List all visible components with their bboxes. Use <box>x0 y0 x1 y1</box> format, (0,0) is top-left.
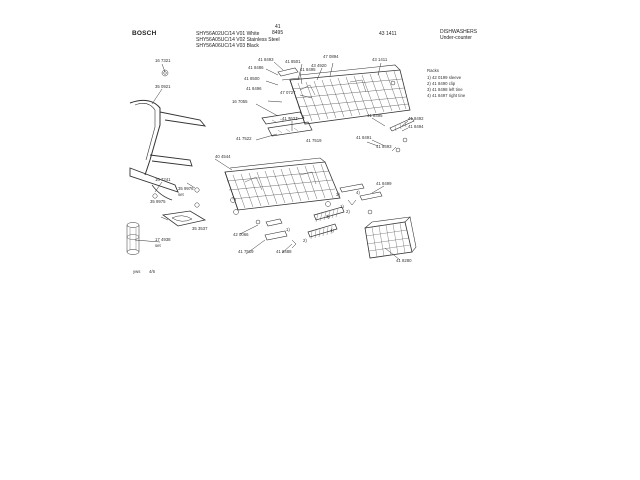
part-label: 40 4544 <box>215 154 231 159</box>
part-label: 41 8491 <box>356 135 372 140</box>
svg-text:4): 4) <box>330 228 334 233</box>
part-label: 41 8492 <box>408 116 424 121</box>
part-label: 41 8488 <box>276 249 292 254</box>
part-label: 42 0066 <box>233 232 249 237</box>
part-label: 47 0727 <box>280 90 296 95</box>
document-number: 43 1411 <box>379 31 397 37</box>
part-label: 41 8495 <box>300 67 316 72</box>
page-number: 41 <box>275 24 281 30</box>
legend-title: Racks <box>427 68 439 73</box>
part-label: 41 7522 <box>236 136 252 141</box>
svg-text:1): 1) <box>286 227 290 232</box>
part-label: 41 8500 <box>244 76 260 81</box>
part-label: 41 8495 <box>367 113 383 118</box>
page-reference: 8495 <box>272 30 284 36</box>
part-label: 41 8499 <box>376 181 392 186</box>
part-label: 43 1411 <box>372 57 388 62</box>
model-line-3: SHY56A06UC/14 V03 Black <box>196 43 259 49</box>
part-label: 47 0894 <box>323 54 339 59</box>
legend-item: 2) 41 8490 clip <box>427 81 456 86</box>
part-label: 41 8494 <box>408 124 424 129</box>
category-label: DISHWASHERS <box>440 29 478 35</box>
svg-text:3): 3) <box>336 192 340 197</box>
part-label: 41 8486 <box>248 65 264 70</box>
part-label: 35 3537 <box>192 226 208 231</box>
part-label: 41 8280 <box>396 258 412 263</box>
svg-text:4): 4) <box>356 190 360 195</box>
part-label: set <box>178 192 184 197</box>
svg-text:2): 2) <box>303 238 307 243</box>
part-label: 35 0921 <box>155 84 171 89</box>
legend-item: 3) 41 8498 left tine <box>427 87 463 92</box>
subcategory-label: Under-counter <box>440 35 472 41</box>
svg-text:3): 3) <box>326 214 330 219</box>
part-label: 16 7055 <box>232 99 248 104</box>
brand-logo: BOSCH <box>132 30 157 37</box>
footer-page: 4/6 <box>149 269 155 274</box>
part-label: 16 7321 <box>155 58 171 63</box>
legend-item: 4) 41 8497 right tine <box>427 93 466 98</box>
legend-item: 1) 42 0199 sleeve <box>427 75 462 80</box>
part-label: 41 7631 <box>282 116 298 121</box>
part-label: 43 4920 <box>311 63 327 68</box>
part-label: 41 8496 <box>246 86 262 91</box>
part-label: 41 7519 <box>306 138 322 143</box>
part-label: set <box>155 243 161 248</box>
part-label: 41 8493 <box>258 57 274 62</box>
part-label: 41 8501 <box>285 59 301 64</box>
part-label: 17 4938 <box>155 237 171 242</box>
svg-text:1): 1) <box>340 204 344 209</box>
part-label: 16 7241 <box>155 177 171 182</box>
part-label: 41 8493 <box>376 144 392 149</box>
part-label: 41 7519 <box>238 249 254 254</box>
part-label: 35 9976 <box>178 186 194 191</box>
model-line-2: SHY56A05UC/14 V02 Stainless Steel <box>196 37 280 43</box>
svg-text:2): 2) <box>346 209 350 214</box>
footer-code: yws <box>133 269 141 274</box>
model-line-1: SHY56A02UC/14 V01 White <box>196 31 260 37</box>
part-label: 35 9975 <box>150 199 166 204</box>
